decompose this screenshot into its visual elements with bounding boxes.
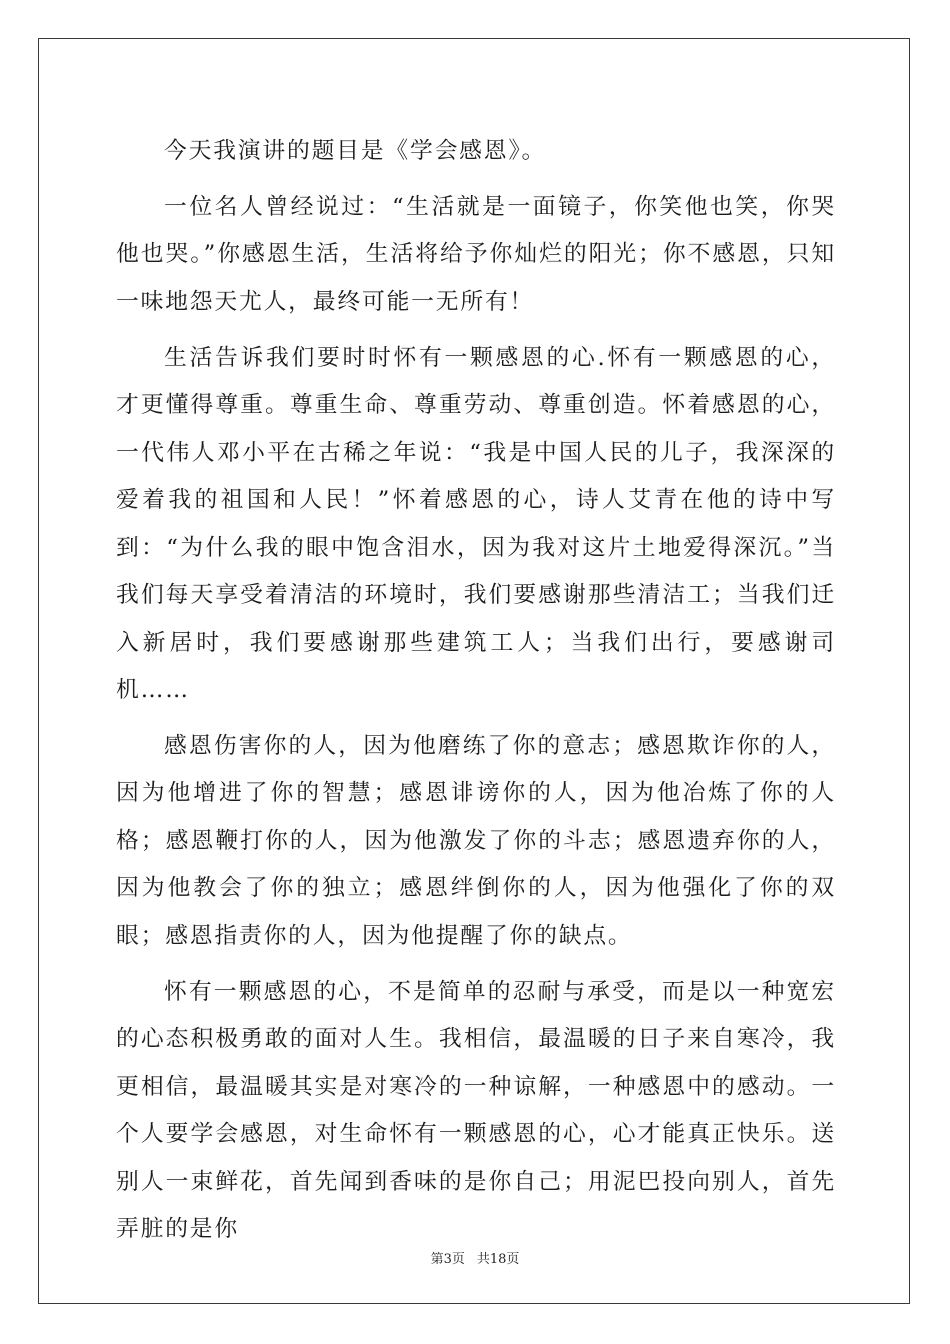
page-number: 第3页 (430, 1252, 465, 1267)
paragraph: 生活告诉我们要时时怀有一颗感恩的心.怀有一颗感恩的心，才更懂得尊重。尊重生命、尊重劳动、尊重创造。怀着感恩的心，一代伟人邓小平在古稀之年说：“我是中国人民的儿子，我深深的爱着我的祖国和人民！”怀着感恩的心，诗人艾青在他的诗中写到：“为什么我的眼中饱含泪水，因为我对这片土地爱得深沉。”当我们每天享受着清洁的环境时，我们要感谢那些清洁工；当我们迁入新居时，我们要感谢那些建筑工人；当我们出行，要感谢司机…… (116, 344, 836, 704)
paragraph: 今天我演讲的题目是《学会感恩》。 (164, 138, 547, 164)
paragraph: 一位名人曾经说过：“生活就是一面镜子，你笑他也笑，你哭他也哭。”你感恩生活，生活将给予你灿烂的阳光；你不感恩，只知一味地怨天尤人，最终可能一无所有！ (116, 193, 836, 315)
page-footer (0, 1248, 950, 1267)
paragraph: 怀有一颗感恩的心，不是简单的忍耐与承受，而是以一种宽宏的心态积极勇敢的面对人生。我相信，最温暖的日子来自寒冷，我更相信，最温暖其实是对寒冷的一种谅解，一种感恩中的感动。一个人要学会感恩，对生命怀有一颗感恩的心，心才能真正快乐。送别人一束鲜花，首先闻到香味的是你自己；用泥巴投向别人，首先弄脏的是你 (116, 978, 836, 1243)
total-pages: 共18页 (476, 1252, 520, 1267)
paragraph: 感恩伤害你的人，因为他磨练了你的意志；感恩欺诈你的人，因为他增进了你的智慧；感恩诽谤你的人，因为他冶炼了你的人格；感恩鞭打你的人，因为他激发了你的斗志；感恩遗弃你的人，因为他教会了你的独立；感恩绊倒你的人，因为他强化了你的双眼；感恩指责你的人，因为他提醒了你的缺点。 (116, 732, 836, 949)
document-body (116, 128, 836, 1262)
